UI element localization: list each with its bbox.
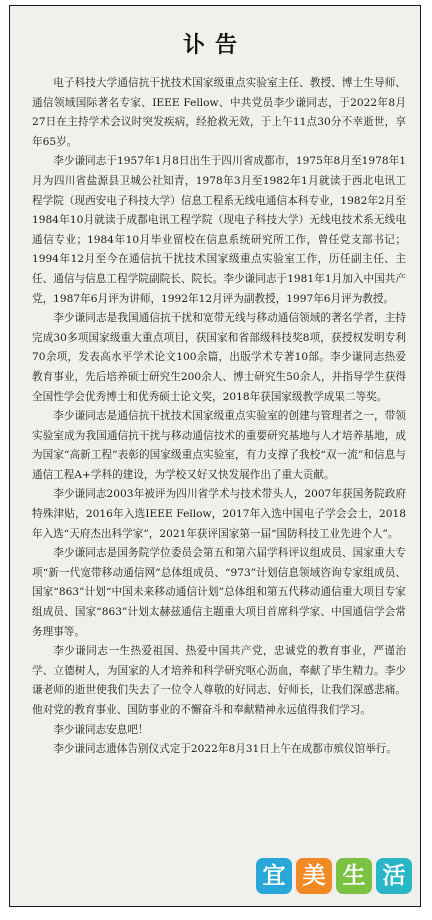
obituary-body (32, 74, 406, 760)
paragraph-honors: 李少谦同志2003年被评为四川省学术与技术带头人，2007年获国务院政府特殊津贴，2016年入选IEEE Fellow，2017年入选中国电子学会会士，2018年入选“天府杰出科学家”，2021年获评国家第一届“国防科技工业先进个人”。 (32, 488, 406, 540)
watermark-char: 美 (296, 858, 332, 894)
page-title: 讣告 (182, 32, 247, 58)
paragraph-positions: 李少谦同志是国务院学位委员会第五和第六届学科评议组成员、国家重大专项“新一代宽带移动通信网”总体组成员、“973”计划信息领域咨询专家组成员、国家“863”计划“中国未来移动通信计划”总体组和第五代移动通信重大项目专家组成员、国家“863”计划太赫兹通信主题重大项目首席科学家、中国通信学会常务理事等。 (32, 547, 406, 638)
obituary-document (9, 5, 421, 907)
paragraph-laboratory: 李少谦同志是通信抗干扰技术国家级重点实验室的创建与管理者之一，带领实验室成为我国通信抗干扰与移动通信技术的重要研究基地与人才培养基地，成为国家“高新工程”表彰的国家级重点实验室，有力支撑了我校“双一流”和信息与通信工程A+学科的建设，为学校又好又快发展作出了重大贡献。 (32, 410, 406, 481)
paragraph-announcement: 电子科技大学通信抗干扰技术国家级重点实验室主任、教授、博士生导师、通信领域国际著名专家、IEEE Fellow、中共党员李少谦同志，于2022年8月27日在主持学术会议时突发疾病，经抢救无效，于上午11点30分不幸逝世，享年65岁。 (32, 77, 406, 148)
paragraph-farewell: 李少谦同志安息吧！ (53, 723, 149, 736)
watermark-char: 活 (376, 858, 412, 894)
watermark-char: 宜 (256, 858, 292, 894)
paragraph-research: 李少谦同志是我国通信抗干扰和宽带无线与移动通信领域的著名学者，主持完成30多项国家级重大重点项目，获国家和省部级科技奖8项，获授权发明专利70余项，发表高水平学术论文100余篇，出版学术专著10部。李少谦同志热爱教育事业，先后培养硕士研究生200余人、博士研究生50余人，并指导学生获得全国性学会优秀博士和优秀硕士论文奖，2018年获国家级教学成果二等奖。 (32, 312, 406, 403)
watermark-logo (256, 858, 412, 894)
paragraph-tribute: 李少谦同志一生热爱祖国、热爱中国共产党，忠诚党的教育事业，严谨治学、立德树人，为国家的人才培养和科学研究呕心沥血，奉献了毕生精力。李少谦老师的逝世使我们失去了一位令人尊敬的好同志、好师长，让我们深感悲痛。他对党的教育事业、国防事业的不懈奋斗和奉献精神永远值得我们学习。 (32, 645, 406, 716)
paragraph-biography: 李少谦同志于1957年1月8日出生于四川省成都市，1975年8月至1978年1月为四川省盐源县卫城公社知青，1978年3月至1982年1月就读于西北电讯工程学院（现西安电子科技大学）信息工程系无线电通信本科专业，1982年2月至1984年10月就读于成都电讯工程学院（现电子科技大学）无线电技术系无线电通信专业；1984年10月毕业留校在信息系统研究所工作，曾任党支部书记；1994年12月至今在通信抗干扰技术国家级重点实验室工作，历任副主任、主任、通信与信息工程学院副院长、院长。李少谦同志于1981年1月加入中国共产党，1987年6月评为讲师，1992年12月评为副教授，1997年6月评为教授。 (32, 155, 406, 305)
paragraph-ceremony: 李少谦同志遗体告别仪式定于2022年8月31日上午在成都市殡仪馆举行。 (53, 743, 397, 756)
watermark-char: 生 (336, 858, 372, 894)
